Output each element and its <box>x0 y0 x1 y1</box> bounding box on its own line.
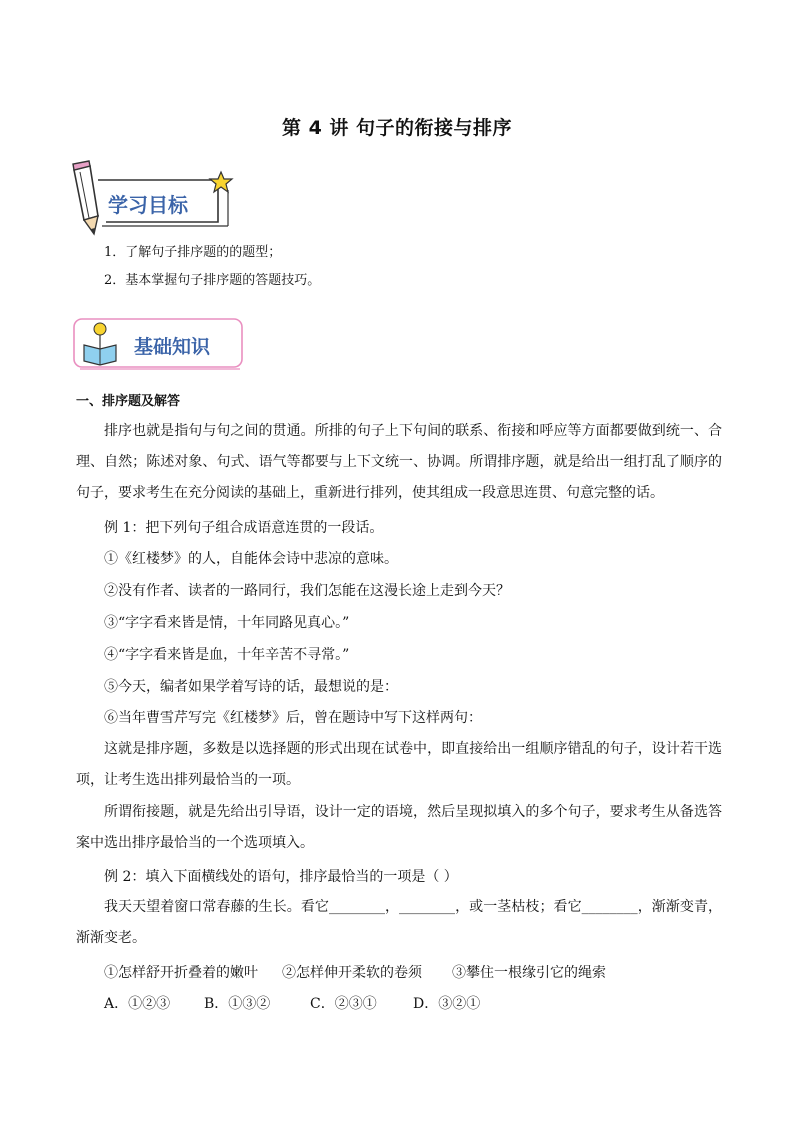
example-2-text: 我天天望着窗口常春藤的生长。看它________，________，或一茎枯枝；看它________，渐渐变青，渐渐变老。 <box>76 899 722 946</box>
example-1-item-3: ③“字字看来皆是情，十年同路见真心。” <box>104 615 350 631</box>
example-1-item-2: ②没有作者、读者的一路同行，我们怎能在这漫长途上走到今天？ <box>104 583 510 599</box>
example-2-option-1: ①怎样舒开折叠着的嫩叶 <box>104 965 258 981</box>
paragraph-cohesion: 所谓衔接题，就是先给出引导语，设计一定的语境，然后呈现拟填入的多个句子，要求考生从备选答案中选出排序最恰当的一个选项填入。 <box>76 804 722 851</box>
paragraph-intro: 排序也就是指句与句之间的贯通。所排的句子上下句间的联系、衔接和呼应等方面都要做到统一、合理、自然；陈述对象、句式、语气等都要与上下文统一、协调。所谓排序题，就是给出一组打乱了顺序的句子，要求考生在充分阅读的基础上，重新进行排列，使其组成一段意思连贯、句意完整的话。 <box>76 423 722 501</box>
book-bulb-icon <box>84 323 116 365</box>
example-1-item-4: ④“字字看来皆是血，十年辛苦不寻常。” <box>104 647 350 663</box>
goal-item-2: 2．基本掌握句子排序题的答题技巧。 <box>104 273 321 288</box>
example-1-prompt: 例 1：把下列句子组合成语意连贯的一段话。 <box>104 520 384 536</box>
example-1-item-5: ⑤今天，编者如果学着写诗的话，最想说的是： <box>104 679 398 695</box>
choice-c: C．②③① <box>310 996 377 1012</box>
goal-item-1: 1．了解句子排序题的的题型； <box>104 245 282 260</box>
example-2-option-2: ②怎样伸开柔软的卷须 <box>282 965 422 981</box>
paragraph-sorting: 这就是排序题，多数是以选择题的形式出现在试卷中，即直接给出一组顺序错乱的句子，设计若干选项，让考生选出排列最恰当的一项。 <box>76 741 722 788</box>
example-1-item-6: ⑥当年曹雪芹写完《红楼梦》后，曾在题诗中写下这样两句： <box>104 710 482 726</box>
banner-basic-text: 基础知识 <box>134 336 211 358</box>
section-heading: 一、排序题及解答 <box>76 394 181 409</box>
star-icon <box>210 172 232 192</box>
choice-d: D．③②① <box>413 996 481 1012</box>
pencil-icon <box>73 161 98 234</box>
choice-b: B．①③② <box>204 996 271 1012</box>
choice-a: A．①②③ <box>104 996 171 1012</box>
basic-knowledge-banner <box>70 315 250 375</box>
example-1-item-1: ①《红楼梦》的人，自能体会诗中悲凉的意味。 <box>104 551 398 567</box>
banner-goal-text: 学习目标 <box>108 193 188 217</box>
example-2-prompt: 例 2：填入下面横线处的语句，排序最恰当的一项是（ ） <box>104 869 458 885</box>
example-2-option-3: ③攀住一根缘引它的绳索 <box>452 965 606 981</box>
page-title: 第 4 讲 句子的衔接与排序 <box>281 117 513 139</box>
learning-goal-banner <box>68 160 248 240</box>
